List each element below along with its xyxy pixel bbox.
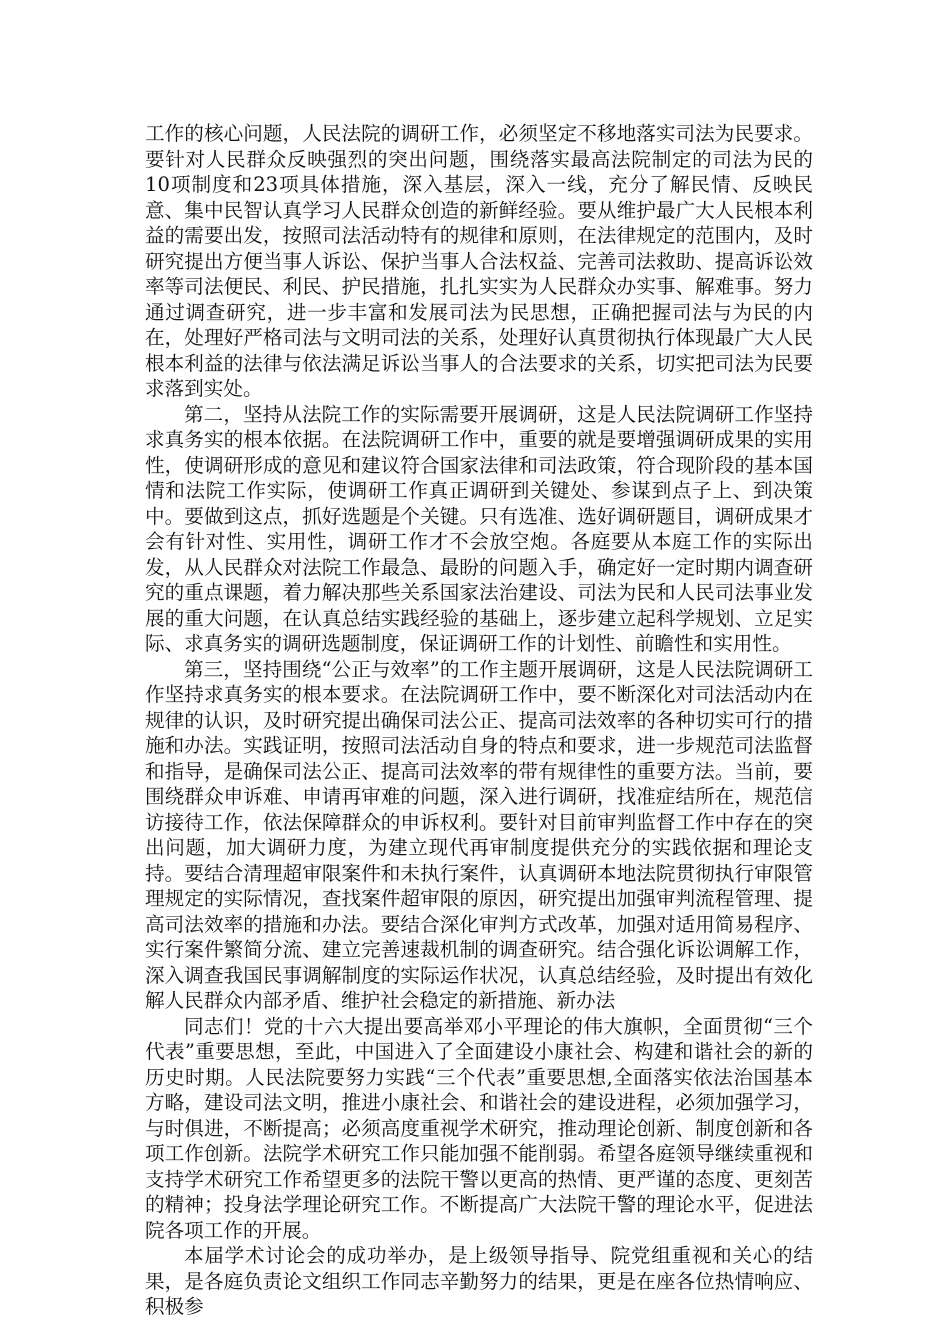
paragraph-continuation: 工作的核心问题，人民法院的调研工作，必须坚定不移地落实司法为民要求。要针对人民群众反映强烈的突出问题，围绕落实最高法院制定的司法为民的10项制度和23项具体措施，深入基层，深入一线，充分了解民情、反映民意、集中民智认真学习人民群众创造的新鲜经验。要从维护最广大人民根本利益的需要出发，按照司法活动特有的规律和原则，在法律规定的范围内，及时研究提出方便当事人诉讼、保护当事人合法权益、完善司法救助、提高诉讼效率等司法便民、利民、护民措施，扎扎实实为人民群众办实事、解难事。努力通过调查研究，进一步丰富和发展司法为民思想，正确把握司法与为民的内在，处理好严格司法与文明司法的关系，处理好认真贯彻执行体现最广大人民根本利益的法律与依法满足诉讼当事人的合法要求的关系，切实把司法为民要求落到实处。 — [145, 122, 813, 400]
paragraph-second-point: 第二，坚持从法院工作的实际需要开展调研，这是人民法院调研工作坚持求真务实的根本依据。在法院调研工作中，重要的就是要增强调研成果的实用性，使调研形成的意见和建议符合国家法律和司法政策，符合现阶段的基本国情和法院工作实际，使调研工作真正调研到关键处、参谋到点子上、到决策中。要做到这点，抓好选题是个关键。只有选准、选好调研题目，调研成果才会有针对性、实用性，调研工作才不会放空炮。各庭要从本庭工作的实际出发，从人民群众对法院工作最急、最盼的问题入手，确定好一定时期内调查研究的重点课题，着力解决那些关系国家法治建设、司法为民和人民司法事业发展的重大问题，在认真总结实践经验的基础上，逐步建立起科学规划、立足实际、求真务实的调研选题制度，保证调研工作的计划性、前瞻性和实用性。 — [145, 402, 813, 655]
paragraph-comrades: 同志们！党的十六大提出要高举邓小平理论的伟大旗帜，全面贯彻“三个代表”重要思想，至此，中国进入了全面建设小康社会、构建和谐社会的新的历史时期。人民法院要努力实践“三个代表”重要思想,全面落实依法治国基本方略，建设司法文明，推进小康社会、和谐社会的建设进程，必须加强学习，与时俱进，不断提高；必须高度重视学术研究，推动理论创新、制度创新和各项工作创新。法院学术研究工作只能加强不能削弱。希望各庭领导继续重视和支持学术研究工作希望更多的法院干警以更高的热情、更严谨的态度、更刻苦的精神；投身法学理论研究工作。不断提高广大法院干警的理论水平，促进法院各项工作的开展。 — [145, 1014, 813, 1242]
document-body — [145, 121, 813, 1320]
paragraph-conference: 本届学术讨论会的成功举办，是上级领导指导、院党组重视和关心的结果，是各庭负责论文组织工作同志辛勤努力的结果，更是在座各位热情响应、积极参 — [145, 1244, 813, 1318]
paragraph-third-point: 第三，坚持围绕“公正与效率”的工作主题开展调研，这是人民法院调研工作坚持求真务实的根本要求。在法院调研工作中，要不断深化对司法活动内在规律的认识，及时研究提出确保司法公正、提高司法效率的各种切实可行的措施和办法。实践证明，按照司法活动自身的特点和要求，进一步规范司法监督和指导，是确保司法公正、提高司法效率的带有规律性的重要方法。当前，要围绕群众申诉难、申请再审难的问题，深入进行调研，找准症结所在，规范信访接待工作，依法保障群众的申诉权利。要针对目前审判监督工作中存在的突出问题，加大调研力度，为建立现代再审制度提供充分的实践依据和理论支持。要结合清理超审限案件和未执行案件，认真调研本地法院贯彻执行审限管理规定的实际情况，查找案件超审限的原因，研究提出加强审判流程管理、提高司法效率的措施和办法。要结合深化审判方式改革，加强对适用简易程序、实行案件繁简分流、建立完善速裁机制的调查研究。结合强化诉讼调解工作，深入调查我国民事调解制度的实际运作状况，认真总结经验，及时提出有效化解人民群众内部矛盾、维护社会稳定的新措施、新办法 — [145, 657, 813, 1012]
